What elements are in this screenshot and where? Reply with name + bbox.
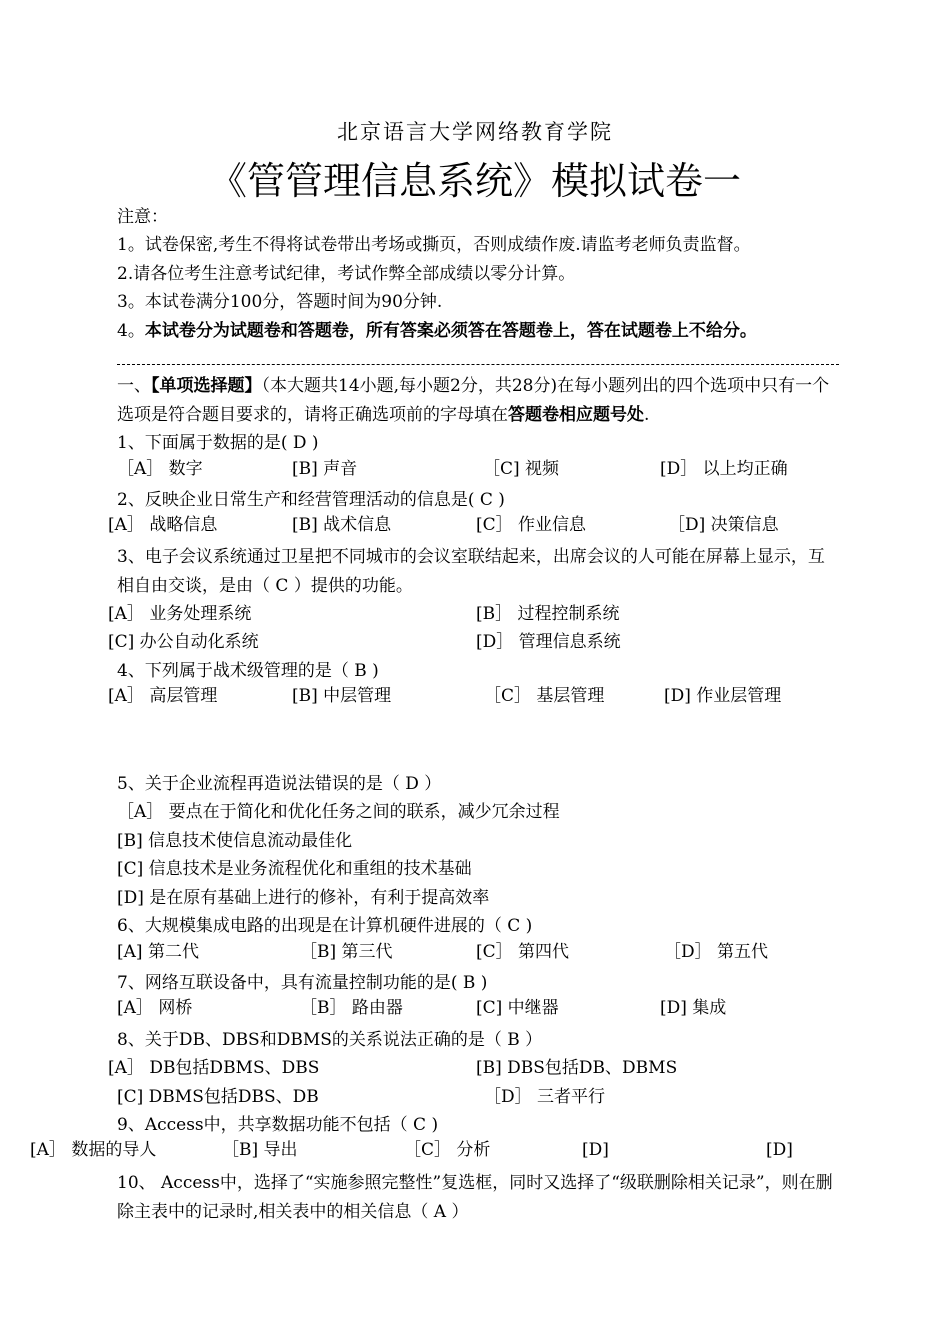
question-7-option-c: [C] 中继器 xyxy=(476,998,559,1018)
section1-intro-end: . xyxy=(644,405,650,425)
question-10-stem: 10、 Access中，选择了“实施参照完整性”复选框，同时又选择了“级联删除相关记录”，则在删除主表中的记录时,相关表中的相关信息（ A ） xyxy=(117,1173,833,1222)
notice-item-4-prefix: 4。 xyxy=(117,321,145,341)
section1-intro-emphasis: 答题卷相应题号处 xyxy=(508,405,644,425)
question-6-option-a: [A] 第二代 xyxy=(117,942,199,962)
institution-name: 北京语言大学网络教育学院 xyxy=(337,120,613,144)
question-4-option-c: ［C］ 基层管理 xyxy=(484,686,605,706)
question-3-option-c: [C] 办公自动化系统 xyxy=(108,632,259,652)
question-1-stem: 1、下面属于数据的是( D ) xyxy=(117,433,319,453)
question-2-option-b: [B] 战术信息 xyxy=(292,515,392,535)
notice-item-4 xyxy=(117,319,757,343)
question-7-stem: 7、网络互联设备中，具有流量控制功能的是( B ) xyxy=(117,973,488,993)
question-6-stem: 6、大规模集成电路的出现是在计算机硬件进展的（ C ) xyxy=(117,916,533,936)
question-3-option-b: [B］ 过程控制系统 xyxy=(476,604,620,624)
question-8-option-a: [A］ DB包括DBMS、DBS xyxy=(108,1058,320,1078)
question-5-option-d: [D] 是在原有基础上进行的修补，有利于提高效率 xyxy=(117,888,490,908)
question-9-option-d-extra: [D] xyxy=(766,1140,793,1160)
question-2-stem: 2、反映企业日常生产和经营管理活动的信息是( C ) xyxy=(117,490,505,510)
question-1-option-b: [B] 声音 xyxy=(292,459,358,479)
section-divider xyxy=(117,364,839,365)
question-9-option-d: [D] xyxy=(582,1140,609,1160)
question-9-option-c: ［C］ 分析 xyxy=(404,1140,491,1160)
question-9-stem: 9、Access中，共享数据功能不包括（ C ) xyxy=(117,1115,439,1135)
question-5-option-c: [C] 信息技术是业务流程优化和重组的技术基础 xyxy=(117,859,472,879)
notice-item-3: 3。本试卷满分100分，答题时间为90分钟. xyxy=(117,292,443,312)
question-3-option-a: [A］ 业务处理系统 xyxy=(108,604,252,624)
question-1-option-a: ［A］ 数字 xyxy=(117,459,203,479)
question-8-option-d: ［D］ 三者平行 xyxy=(484,1087,606,1107)
notice-item-2: 2.请各位考生注意考试纪律，考试作弊全部成绩以零分计算。 xyxy=(117,264,576,284)
question-8-stem: 8、关于DB、DBS和DBMS的关系说法正确的是（ B ） xyxy=(117,1030,543,1050)
question-3-option-d: [D］ 管理信息系统 xyxy=(476,632,621,652)
question-7-option-b: ［B］ 路由器 xyxy=(300,998,403,1018)
question-7-option-a: [A］ 网桥 xyxy=(117,998,193,1018)
question-4-option-a: [A］ 高层管理 xyxy=(108,686,218,706)
question-9-option-b: ［B] 导出 xyxy=(222,1140,298,1160)
question-6-option-c: [C］ 第四代 xyxy=(476,942,570,962)
question-8-option-b: [B] DBS包括DB、DBMS xyxy=(476,1058,678,1078)
section1-intro-heading: 【单项选择题】 xyxy=(151,376,262,396)
notice-item-1: 1。试卷保密,考生不得将试卷带出考场或撕页，否则成绩作废.请监考老师负责监督。 xyxy=(117,235,751,255)
question-2-option-c: [C］ 作业信息 xyxy=(476,515,587,535)
question-2-option-a: [A］ 战略信息 xyxy=(108,515,218,535)
notice-label: 注意： xyxy=(117,207,168,227)
section1-intro-prefix: 一、 xyxy=(117,376,151,396)
exam-title: 《管管理信息系统》模拟试卷一 xyxy=(208,159,741,203)
question-4-option-b: [B] 中层管理 xyxy=(292,686,392,706)
notice-item-4-bold: 本试卷分为试题卷和答题卷，所有答案必须答在答题卷上，答在试题卷上不给分。 xyxy=(144,321,757,341)
section1-intro-text: （本大题共14小题,每小题2分，共28分)在每小题列出的四个选项中只有一个选项是符合题目要求的，请将正确选项前的字母填在 xyxy=(117,376,830,425)
question-5-option-b: [B] 信息技术使信息流动最佳化 xyxy=(117,831,353,851)
question-6-option-b: ［B] 第三代 xyxy=(300,942,393,962)
section1-intro xyxy=(117,372,839,430)
question-7-option-d: [D] 集成 xyxy=(660,998,727,1018)
question-6-option-d: ［D］ 第五代 xyxy=(664,942,769,962)
question-4-option-d: [D] 作业层管理 xyxy=(664,686,782,706)
question-8-option-c: [C] DBMS包括DBS、DB xyxy=(117,1087,319,1107)
question-3-stem: 3、电子会议系统通过卫星把不同城市的会议室联结起来，出席会议的人可能在屏幕上显示，互相自由交谈，是由（ C ）提供的功能。 xyxy=(117,547,825,596)
question-5-stem: 5、关于企业流程再造说法错误的是（ D ） xyxy=(117,774,442,794)
question-1-option-c: ［C] 视频 xyxy=(483,459,560,479)
question-5-option-a: ［A］ 要点在于简化和优化任务之间的联系，减少冗余过程 xyxy=(117,802,560,822)
question-2-option-d: ［D] 决策信息 xyxy=(668,515,779,535)
question-1-option-d: [D］ 以上均正确 xyxy=(660,459,788,479)
question-9-option-a: [A］ 数据的导人 xyxy=(30,1140,157,1160)
question-4-stem: 4、下列属于战术级管理的是（ B ) xyxy=(117,661,379,681)
